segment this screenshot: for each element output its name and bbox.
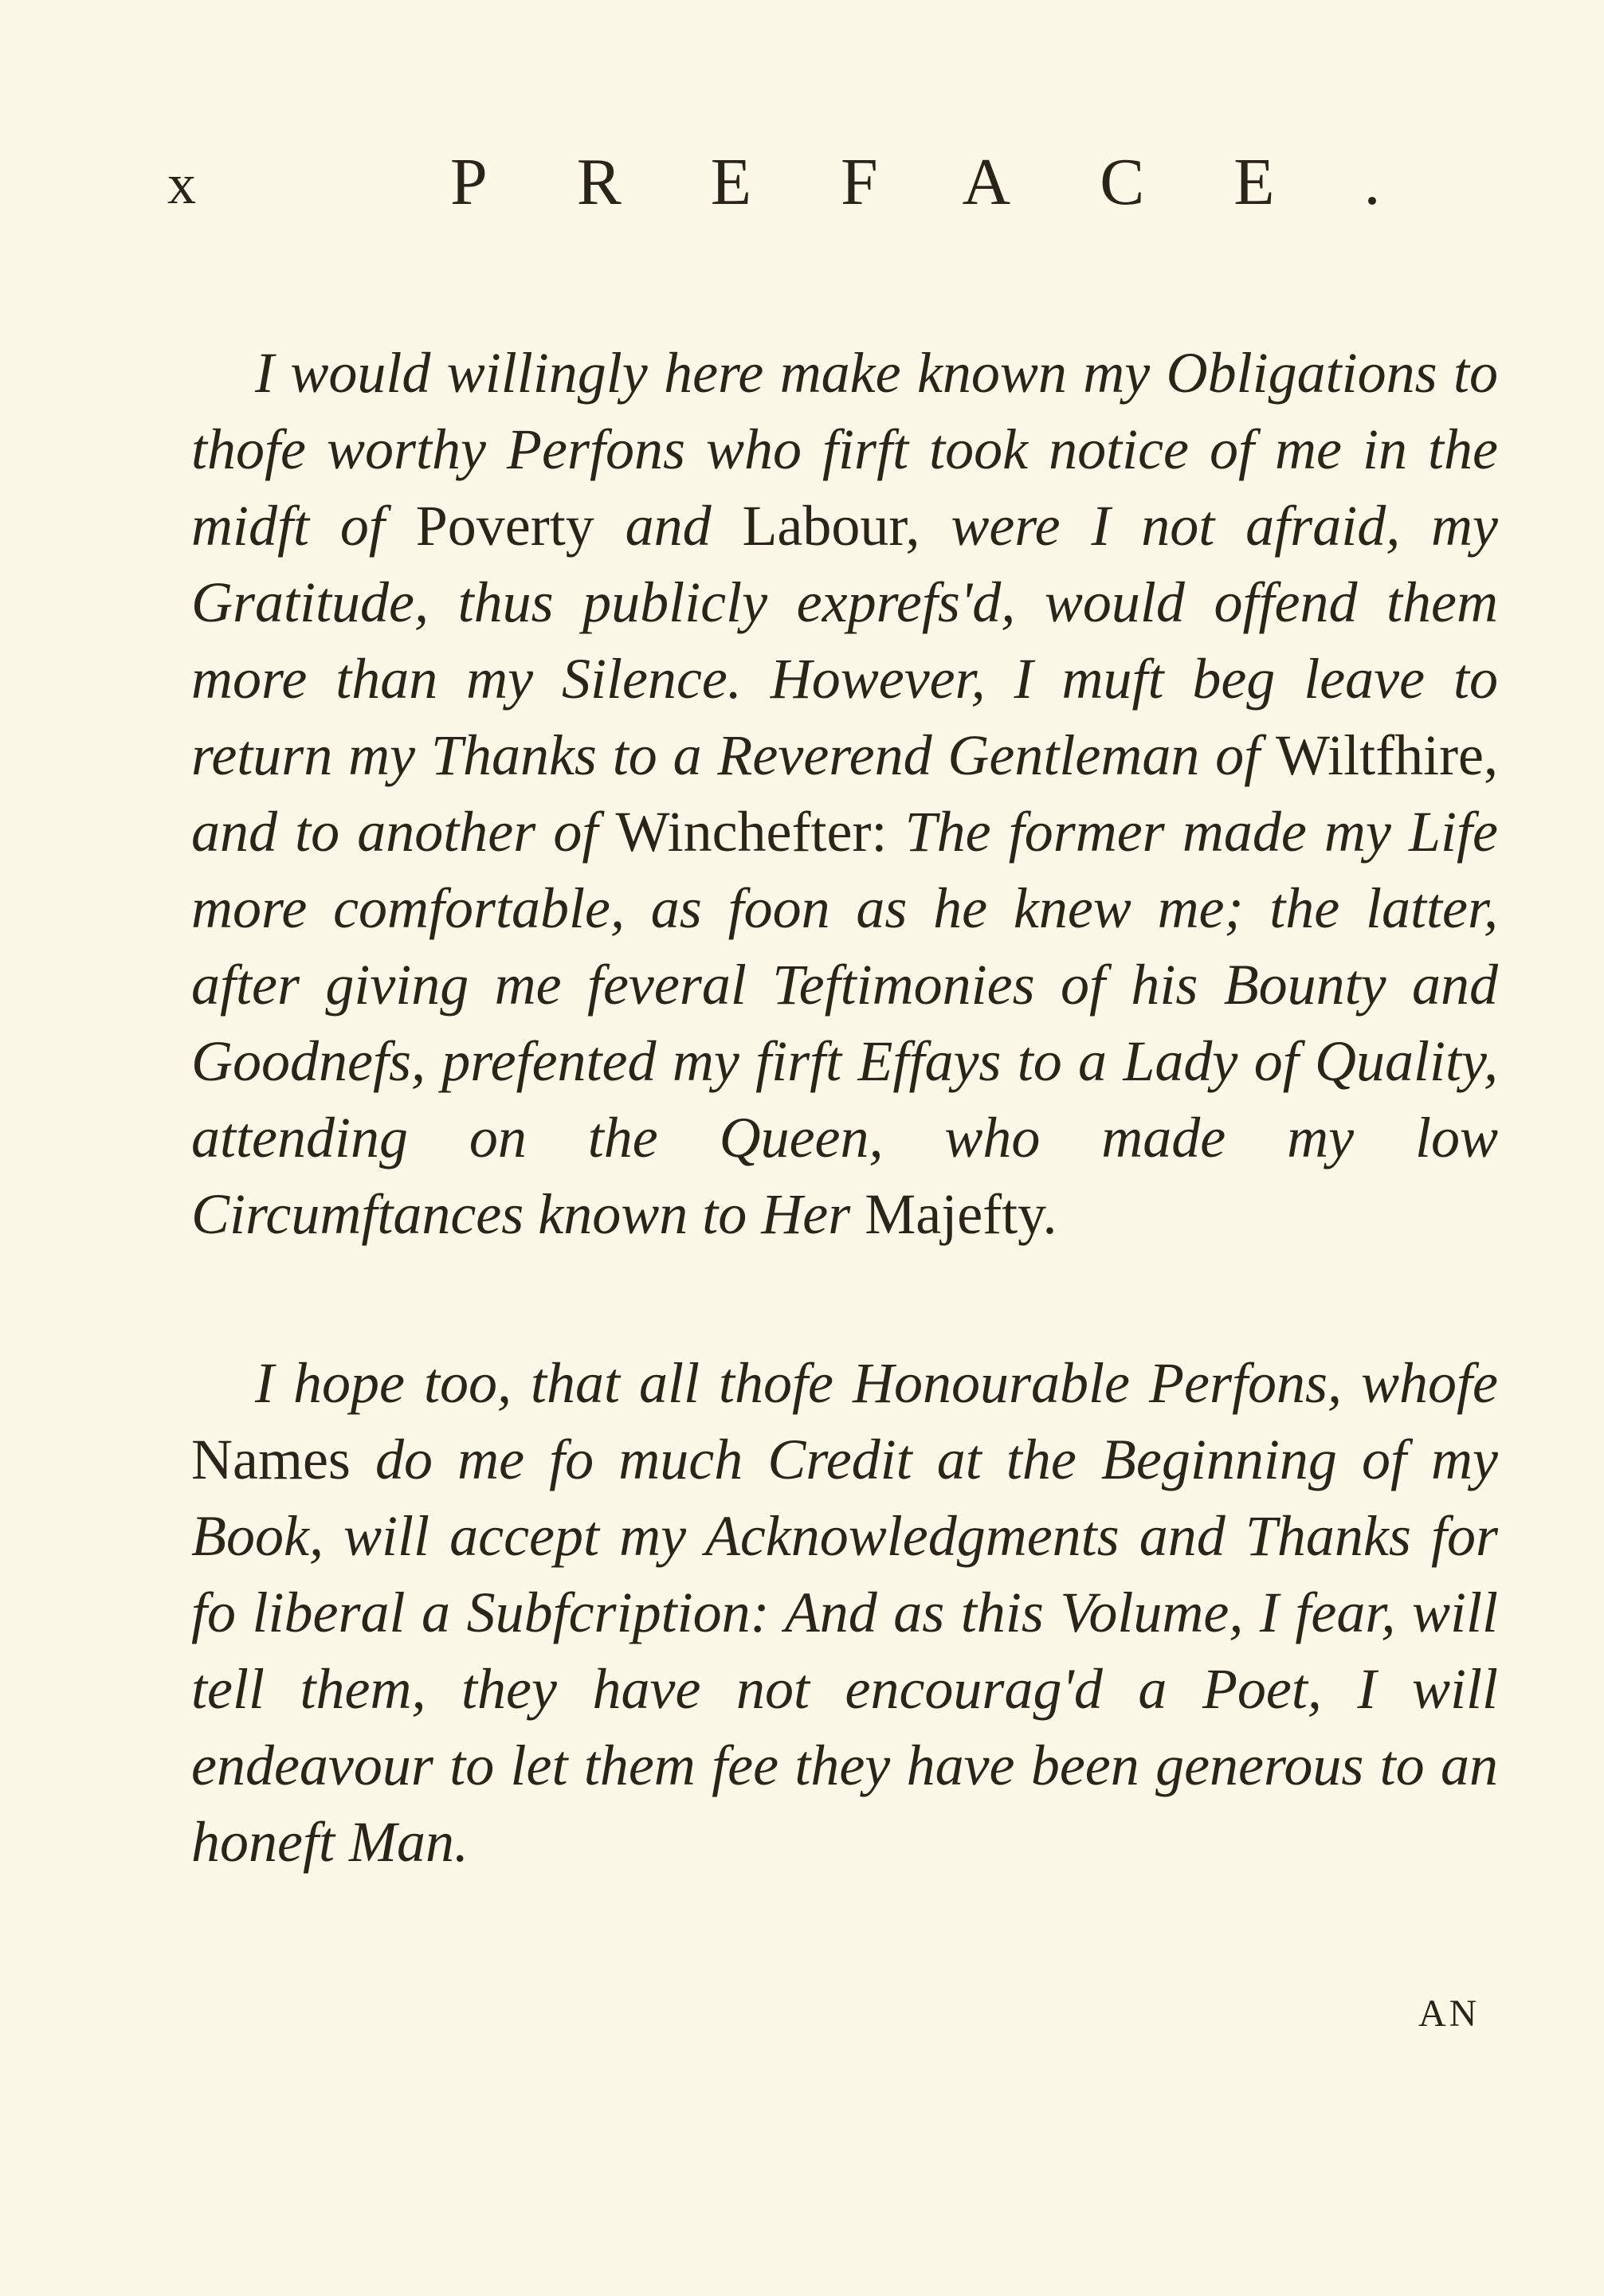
catchword: AN (1418, 1992, 1480, 2035)
text-run: and (594, 494, 743, 558)
text-run: Winchefter: (615, 800, 888, 864)
text-run: Wiltfhire, (1276, 723, 1498, 787)
running-head (167, 143, 1522, 231)
paragraph-acknowledgments (191, 1345, 1498, 1880)
text-run: I would willingly here make known my Obligations to thofe worthy Perfons who firft took notice of me in the midft of (191, 341, 1498, 558)
text-run: I hope too, that all thofe Honourable Perfons, whofe (255, 1351, 1498, 1415)
text-run: Majefty. (865, 1182, 1057, 1246)
page-number: x (167, 152, 198, 216)
preface-body (191, 335, 1498, 1880)
text-run: The former made my Life more comfortable, as foon as he knew me; the latter, after giving me feveral Teftimonies of his Bounty and Goodnefs, prefented my firft Effays to a Lady of Quality, attending on the Queen, who made my low Circumftances known to Her (191, 800, 1498, 1246)
text-run: Poverty (415, 494, 594, 558)
running-title: PREFACE. (450, 145, 1470, 219)
text-run: were I not afraid, my Gratitude, thus publicly exprefs'd, would offend them more than my Silence. However, I muft beg leave to return my Thanks to a Reverend Gentleman of (191, 494, 1499, 787)
text-run: Names (191, 1428, 351, 1491)
text-run: Labour, (742, 494, 920, 558)
paragraph-obligations (191, 335, 1498, 1252)
text-run: and to another of (191, 800, 616, 864)
text-run: do me fo much Credit at the Beginning of my Book, will accept my Acknowledgments and Thanks for fo liberal a Subfcription: And as this Volume, I fear, will tell them, they have not encourag'd a Poet, I will endeavour to let them fee they have been generous to an honeft Man. (191, 1428, 1498, 1874)
